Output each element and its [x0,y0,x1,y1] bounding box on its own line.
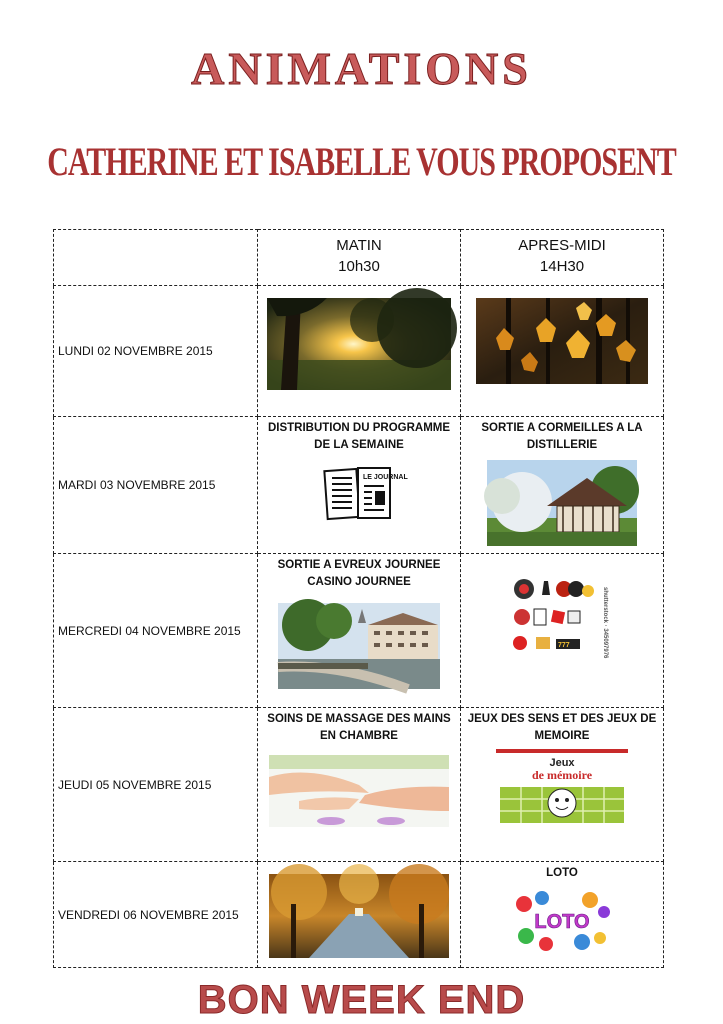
autumn-leaves-photo [476,298,648,384]
sunset-trees-photo [267,298,451,390]
day-cell: VENDREDI 06 NOVEMBRE 2015 [54,862,258,968]
table-row [54,862,664,968]
activity-cell-afternoon [461,286,664,417]
header-morning-label: MATIN [336,237,382,254]
games-label-2: de mémoire [531,768,593,782]
table-row [54,417,664,554]
header-afternoon-label: APRES-MIDI [518,237,606,254]
loto-label: LOTO [534,911,590,933]
activity-cell-morning [258,862,461,968]
newspaper-icon [320,464,408,524]
loto-icon [512,890,612,952]
activity-text: LOTO [546,867,578,879]
activity-text: SOINS DE MASSAGE DES MAINS EN CHAMBRE [267,713,451,742]
table-header-row [54,230,664,286]
footer-text: BON WEEK END [197,978,526,1022]
table-row [54,286,664,417]
newspaper-label: LE JOURNAL [363,474,408,481]
autumn-avenue-photo [269,874,449,958]
distillery-photo [487,460,637,546]
activity-cell-morning [258,708,461,862]
day-cell: LUNDI 02 NOVEMBRE 2015 [54,286,258,417]
day-cell: MERCREDI 04 NOVEMBRE 2015 [54,554,258,708]
activity-text: SORTIE A EVREUX JOURNEE CASINO JOURNEE [277,559,441,588]
activity-text: SORTIE A CORMEILLES A LA DISTILLERIE [481,422,643,451]
table-row [54,554,664,708]
activity-cell-afternoon [461,417,664,554]
casino-games-icon [510,577,614,667]
page-title: ANIMATIONS [191,43,532,94]
header-morning-time: 10h30 [338,258,380,275]
header-afternoon-time: 14H30 [539,258,585,275]
header-afternoon [461,230,664,286]
table-row [54,708,664,862]
activity-cell-morning [258,417,461,554]
activity-text: DISTRIBUTION DU PROGRAMME DE LA SEMAINE [267,422,451,451]
page-subtitle: CATHERINE ET ISABELLE VOUS PROPOSENT [47,140,676,185]
header-morning [258,230,461,286]
activity-cell-morning [258,554,461,708]
activity-text: JEUX DES SENS ET DES JEUX DE MEMOIRE [467,713,657,742]
hand-massage-photo [269,755,449,827]
shutterstock-watermark: shutterstock · 345097976 [602,587,608,659]
day-cell: JEUDI 05 NOVEMBRE 2015 [54,708,258,862]
activity-cell-afternoon [461,708,664,862]
activity-cell-afternoon [461,862,664,968]
day-cell: MARDI 03 NOVEMBRE 2015 [54,417,258,554]
header-empty-cell [54,230,258,286]
schedule-table [53,229,664,968]
svg-text:777: 777 [558,642,570,649]
activity-cell-afternoon [461,554,664,708]
games-label: Jeux [549,757,575,769]
memory-games-book [496,749,628,829]
evreux-photo [278,603,440,689]
activity-cell-morning [258,286,461,417]
